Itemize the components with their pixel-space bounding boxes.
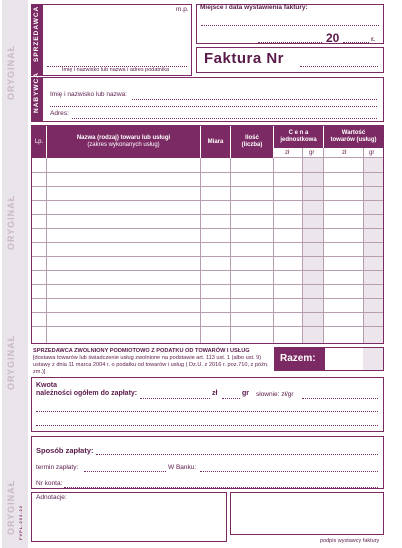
buyer-name-line2[interactable] bbox=[50, 106, 377, 107]
payment-term-input[interactable] bbox=[84, 471, 166, 472]
grid-vline bbox=[323, 148, 324, 343]
subheader-line bbox=[274, 157, 383, 158]
total-gr-cell bbox=[363, 348, 383, 370]
table-row[interactable] bbox=[32, 270, 383, 271]
table-row[interactable] bbox=[32, 242, 383, 243]
issue-place-line[interactable] bbox=[201, 25, 379, 26]
col-price-sublabel: jednostkowa bbox=[280, 137, 317, 143]
amount-words-label: słownie: zł/gr bbox=[256, 391, 294, 398]
table-row[interactable] bbox=[32, 312, 383, 313]
copy-label: ORYGINAŁ bbox=[6, 44, 16, 100]
col-lp-label: Lp. bbox=[34, 138, 44, 145]
col-measure-header bbox=[201, 126, 230, 158]
col-price-label: C e n a bbox=[288, 130, 309, 136]
col-lp-header bbox=[32, 126, 46, 158]
col-qty-header bbox=[231, 126, 273, 158]
col-qty-sublabel: (liczba) bbox=[241, 142, 263, 148]
col-measure-label: Miara bbox=[207, 138, 224, 145]
table-row[interactable] bbox=[32, 172, 383, 173]
buyer-name-input[interactable] bbox=[132, 99, 377, 100]
total-label: Razem: bbox=[280, 353, 316, 364]
signature-caption: podpis wystawcy faktury bbox=[320, 538, 380, 544]
year-suffix: r. bbox=[371, 36, 375, 43]
table-row[interactable] bbox=[32, 256, 383, 257]
payment-box bbox=[31, 436, 384, 489]
buyer-address-label: Adres: bbox=[50, 110, 69, 117]
table-row[interactable] bbox=[32, 228, 383, 229]
buyer-section-label: NABYWCA bbox=[33, 72, 40, 113]
value-gr-label: gr bbox=[369, 150, 375, 156]
col-value-header bbox=[324, 126, 383, 148]
table-row[interactable] bbox=[32, 284, 383, 285]
copy-label: ORYGINAŁ bbox=[6, 479, 16, 535]
amount-words-line3[interactable] bbox=[36, 425, 378, 426]
seller-caption: Imię i nazwisko lub nazwa i adres podatnika bbox=[62, 67, 170, 73]
amount-gr-input[interactable] bbox=[222, 398, 240, 399]
price-gr-label: gr bbox=[309, 150, 315, 156]
col-value-label: Wartość bbox=[341, 130, 366, 136]
table-row[interactable] bbox=[32, 200, 383, 201]
col-qty-label: Ilość bbox=[245, 135, 259, 141]
amount-zl-input[interactable] bbox=[140, 398, 210, 399]
amount-zl-label: zł bbox=[212, 390, 218, 397]
table-row[interactable] bbox=[32, 298, 383, 299]
col-name-header bbox=[47, 126, 200, 158]
copy-label: ORYGINAŁ bbox=[6, 194, 16, 250]
copy-label: ORYGINAŁ bbox=[6, 334, 16, 390]
payment-bank-label: W Banku: bbox=[168, 464, 197, 471]
amount-label-2: należności ogółem do zapłaty: bbox=[36, 390, 138, 397]
col-value-sublabel: towarów (usług) bbox=[330, 137, 377, 143]
exemption-notice bbox=[33, 348, 273, 376]
table-row[interactable] bbox=[32, 186, 383, 187]
notes-label: Adnotacje: bbox=[36, 494, 67, 501]
payment-term-label: termin zapłaty: bbox=[36, 464, 79, 471]
table-row[interactable] bbox=[32, 326, 383, 327]
amount-words-line2[interactable] bbox=[36, 411, 378, 412]
col-name-label: Nazwa (rodzaj) towaru lub usługi bbox=[76, 135, 171, 141]
buyer-address-input[interactable] bbox=[72, 118, 377, 119]
grid-vline bbox=[363, 148, 364, 343]
buyer-name-label: Imię i nazwisko lub nazwa: bbox=[50, 91, 127, 98]
payment-method-input[interactable] bbox=[96, 454, 378, 455]
payment-method-label: Sposób zapłaty: bbox=[36, 446, 94, 455]
exemption-heading: SPRZEDAWCA ZWOLNIONY PODMIOTOWO Z PODATKU OD TOWARÓW I USŁUG bbox=[33, 348, 250, 354]
value-zl-label: zł bbox=[342, 150, 347, 156]
amount-label-1: Kwota bbox=[36, 382, 57, 389]
col-name-sublabel: (zakres wykonanych usług) bbox=[87, 142, 160, 148]
stamp-label: m.p. bbox=[176, 6, 189, 13]
issue-year-line[interactable] bbox=[343, 42, 369, 43]
amount-gr-label: gr bbox=[242, 390, 249, 397]
seller-section-label: SPRZEDAWCA bbox=[33, 5, 40, 62]
year-prefix: 20 bbox=[326, 31, 340, 45]
price-zl-label: zł bbox=[285, 150, 290, 156]
print-code: FVPL-203-22 bbox=[18, 504, 23, 540]
col-price-header bbox=[274, 126, 323, 148]
seller-line[interactable] bbox=[47, 66, 187, 67]
signature-box[interactable] bbox=[230, 492, 384, 535]
invoice-title: Faktura Nr bbox=[204, 50, 285, 67]
issue-date-line[interactable] bbox=[258, 42, 322, 43]
payment-bank-input[interactable] bbox=[200, 471, 378, 472]
exemption-text: [dostawa towarów lub świadczenie usług zwolnione na podstawie art. 113 ust. 1 (albo ust. 9) ustawy z dnia 11 marca 2004 r. o podatku od towarów i usług ( Dz.U. z 2016 r. poz.710, z późn. zm.)] bbox=[33, 355, 269, 375]
issue-place-date-label: Miejsce i data wystawienia faktury: bbox=[200, 4, 308, 11]
table-row[interactable] bbox=[32, 214, 383, 215]
invoice-number-line[interactable] bbox=[300, 66, 378, 67]
payment-account-label: Nr konta: bbox=[36, 480, 63, 487]
amount-due-box bbox=[31, 377, 384, 432]
grid-vline bbox=[302, 148, 303, 343]
payment-account-input[interactable] bbox=[64, 487, 378, 488]
amount-words-input[interactable] bbox=[302, 398, 378, 399]
